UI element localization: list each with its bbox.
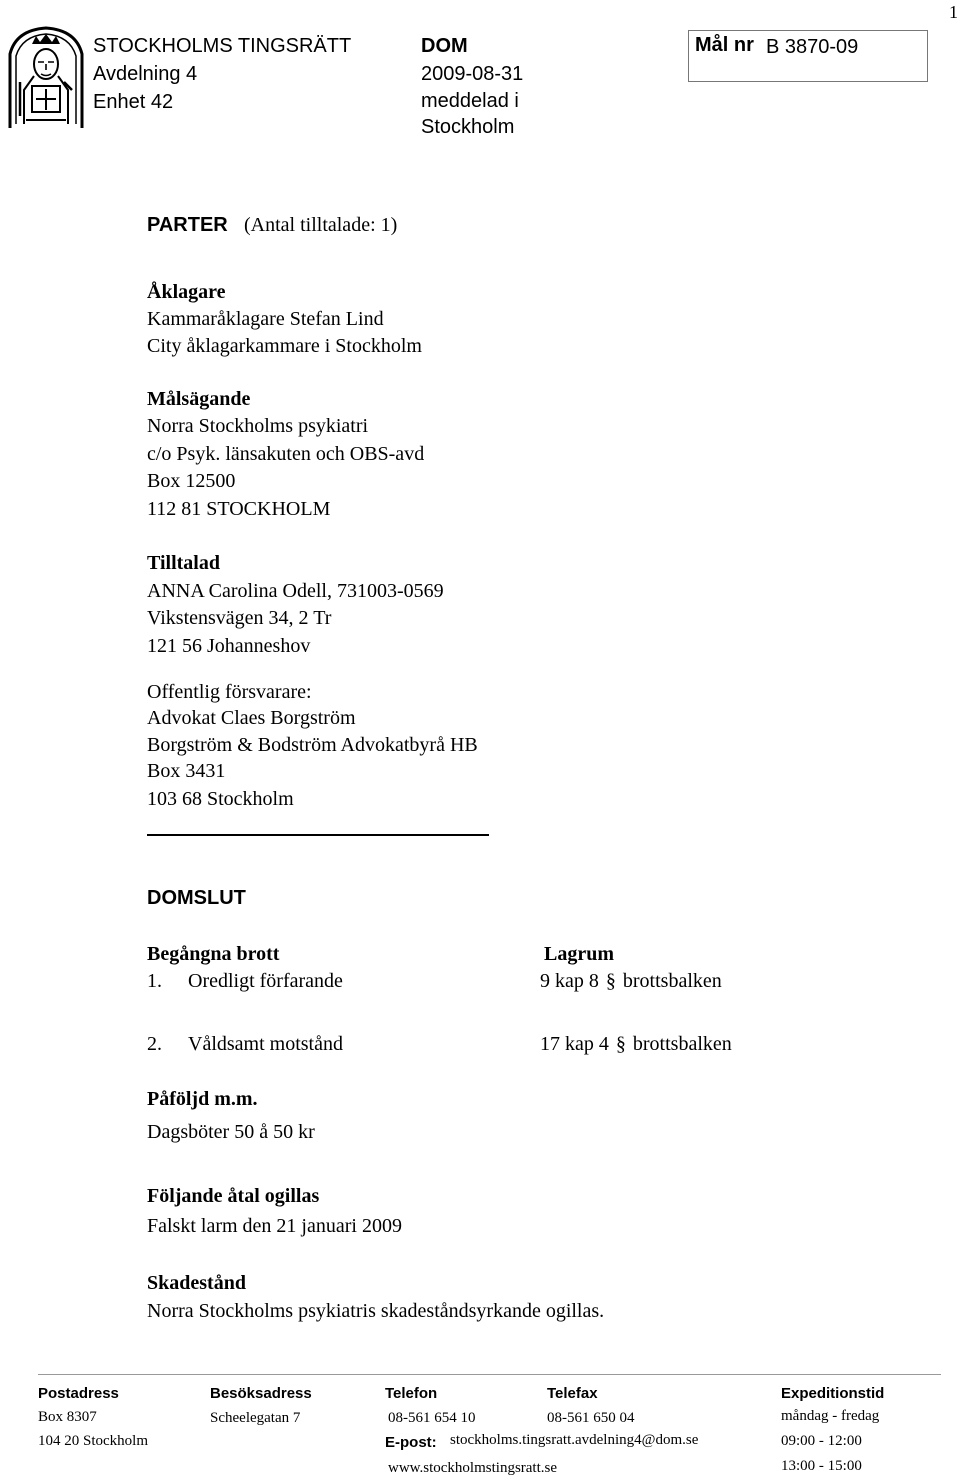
case-label: Mål nr [695, 34, 754, 56]
crimes-heading: Begångna brott [147, 943, 280, 965]
footer-postal-line: 104 20 Stockholm [38, 1433, 149, 1449]
plaintiff-line: Box 12500 [147, 470, 236, 492]
parties-heading: PARTER [147, 214, 228, 236]
page-number: 1 [949, 2, 958, 22]
plaintiff-line: Norra Stockholms psykiatri [147, 415, 369, 437]
law-code: brottsbalken [622, 970, 722, 992]
court-name: STOCKHOLMS TINGSRÄTT [93, 35, 352, 57]
footer-fax-heading: Telefax [547, 1385, 598, 1402]
section-sign-icon: § [605, 970, 616, 992]
crime-law [540, 968, 722, 995]
dismissed-heading: Följande åtal ogillas [147, 1185, 320, 1207]
section-sign-icon: § [615, 1033, 626, 1055]
court-seal-logo [6, 24, 86, 132]
law-chapter: 9 kap 8 [540, 970, 599, 992]
case-number: B 3870-09 [766, 36, 859, 58]
footer-phone-heading: Telefon [385, 1385, 438, 1402]
counsel-line: Box 3431 [147, 760, 226, 782]
footer-hours-line: 13:00 - 15:00 [781, 1458, 862, 1474]
footer-hours-heading: Expeditionstid [781, 1385, 885, 1402]
defendant-count-note: (Antal tilltalade: 1) [244, 214, 398, 236]
footer-divider [38, 1374, 941, 1375]
prosecutor-heading: Åklagare [147, 281, 226, 303]
damages-text: Norra Stockholms psykiatris skadeståndsyrkande ogillas. [147, 1300, 605, 1322]
document-issued-line: meddelad i [421, 90, 519, 112]
plaintiff-line: 112 81 STOCKHOLM [147, 498, 331, 520]
crime-number: 1. [147, 970, 162, 992]
footer-postal-line: Box 8307 [38, 1409, 97, 1425]
counsel-line: 103 68 Stockholm [147, 788, 294, 810]
court-division: Avdelning 4 [93, 63, 198, 85]
footer-visit-heading: Besöksadress [210, 1385, 312, 1402]
damages-heading: Skadestånd [147, 1272, 246, 1294]
crime-name: Våldsamt motstånd [188, 1033, 343, 1055]
dismissed-text: Falskt larm den 21 januari 2009 [147, 1215, 402, 1237]
defendant-line: 121 56 Johanneshov [147, 635, 311, 657]
sanction-heading: Påföljd m.m. [147, 1088, 258, 1110]
footer-postal-heading: Postadress [38, 1385, 119, 1402]
document-type: DOM [421, 35, 468, 57]
defendant-line: Vikstensvägen 34, 2 Tr [147, 607, 332, 629]
counsel-line: Borgström & Bodström Advokatbyrå HB [147, 734, 478, 756]
plaintiff-heading: Målsägande [147, 388, 251, 410]
footer-website-link[interactable]: www.stockholmstingsratt.se [388, 1460, 558, 1476]
section-divider [147, 834, 489, 836]
crime-number: 2. [147, 1033, 162, 1055]
law-code: brottsbalken [632, 1033, 732, 1055]
defendant-line: ANNA Carolina Odell, 731003-0569 [147, 580, 444, 602]
plaintiff-line: c/o Psyk. länsakuten och OBS-avd [147, 443, 425, 465]
footer-hours-line: måndag - fredag [781, 1408, 880, 1424]
footer-visit-address: Scheelegatan 7 [210, 1410, 301, 1426]
court-unit: Enhet 42 [93, 91, 174, 113]
law-heading: Lagrum [544, 943, 614, 965]
document-place: Stockholm [421, 116, 515, 138]
counsel-line: Advokat Claes Borgström [147, 707, 356, 729]
prosecutor-line: Kammaråklagare Stefan Lind [147, 308, 384, 330]
sanction-text: Dagsböter 50 å 50 kr [147, 1121, 315, 1143]
judgment-heading: DOMSLUT [147, 887, 246, 909]
footer-phone: 08-561 654 10 [388, 1410, 476, 1426]
footer-email-label: E-post: [385, 1434, 437, 1451]
document-date: 2009-08-31 [421, 63, 524, 85]
prosecutor-line: City åklagarkammare i Stockholm [147, 335, 422, 357]
defendant-heading: Tilltalad [147, 552, 220, 574]
crime-name: Oredligt förfarande [188, 970, 343, 992]
footer-fax: 08-561 650 04 [547, 1410, 635, 1426]
footer-email-link[interactable]: stockholms.tingsratt.avdelning4@dom.se [450, 1432, 699, 1448]
counsel-line: Offentlig försvarare: [147, 681, 312, 703]
law-chapter: 17 kap 4 [540, 1033, 609, 1055]
footer-hours-line: 09:00 - 12:00 [781, 1433, 862, 1449]
crime-law [540, 1031, 732, 1058]
